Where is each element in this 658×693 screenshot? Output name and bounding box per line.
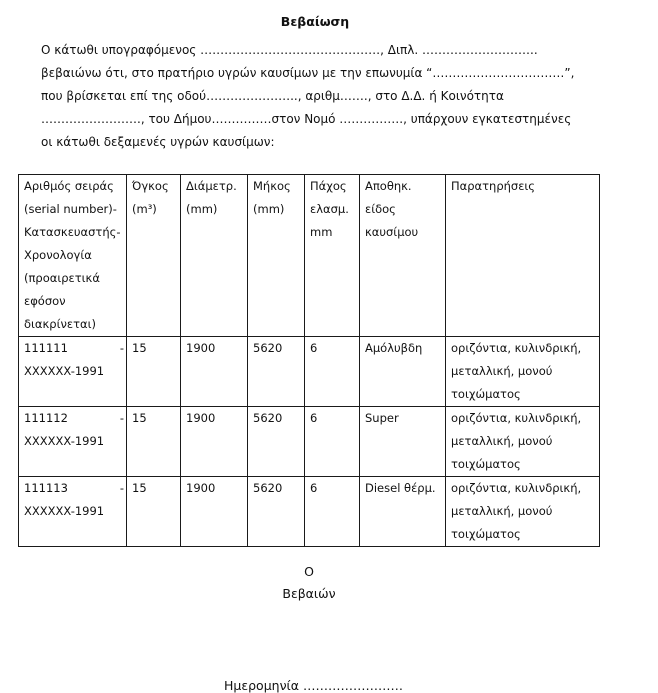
cell-fuel-type: Αμόλυβδη — [360, 337, 446, 407]
table-row — [19, 337, 600, 407]
cell-thickness: 6 — [305, 337, 360, 407]
serial-dash: - — [119, 411, 124, 425]
cell-serial — [19, 337, 127, 407]
cell-volume: 15 — [127, 477, 181, 547]
intro-line: Ο κάτωθι υπογραφόμενος ………………………………………, Διπλ. ……………………….. — [41, 43, 538, 57]
cell-thickness: 6 — [305, 477, 360, 547]
certification-paragraph — [41, 39, 575, 154]
intro-line: ……………………., του Δήμου……………στον Νομό ……………., υπάρχουν εγκατεστημένες — [41, 112, 572, 126]
cell-fuel-type: Super — [360, 407, 446, 477]
table-header-row — [19, 175, 600, 337]
manufacturer-year: XXXXXX-1991 — [24, 504, 105, 518]
cell-serial — [19, 477, 127, 547]
cell-diameter: 1900 — [181, 407, 248, 477]
header-notes: Παρατηρήσεις — [446, 175, 600, 337]
cell-notes: οριζόντια, κυλινδρική, μεταλλική, μονού τοιχώματος — [446, 407, 600, 477]
manufacturer-year: XXXXXX-1991 — [24, 364, 105, 378]
serial-number: 111112 — [24, 411, 68, 425]
serial-dash: - — [119, 341, 124, 355]
fuel-tanks-table — [18, 174, 600, 547]
table-row — [19, 477, 600, 547]
serial-number: 111113 — [24, 481, 68, 495]
header-length: Μήκος (mm) — [248, 175, 305, 337]
cell-thickness: 6 — [305, 407, 360, 477]
intro-line: που βρίσκεται επί της οδού………………….., αριθμ……., στο Δ.Δ. ή Κοινότητα — [41, 89, 504, 103]
intro-line: βεβαιώνω ότι, στο πρατήριο υγρών καυσίμων με την επωνυμία “……………………………”, — [41, 66, 575, 80]
date-field: Ημερομηνία …………………… — [224, 678, 403, 693]
cell-length: 5620 — [248, 337, 305, 407]
cell-diameter: 1900 — [181, 477, 248, 547]
signatory-label: Βεβαιών — [282, 586, 336, 601]
cell-length: 5620 — [248, 477, 305, 547]
header-serial-number: Αριθμός σειράς (serial number)-Κατασκευαστής-Χρονολογία (προαιρετικά εφόσον διακρίνεται) — [19, 175, 127, 337]
cell-volume: 15 — [127, 337, 181, 407]
document-title: Βεβαίωση — [280, 14, 350, 29]
serial-number: 111111 — [24, 341, 68, 355]
manufacturer-year: XXXXXX-1991 — [24, 434, 105, 448]
cell-notes: οριζόντια, κυλινδρική, μεταλλική, μονού τοιχώματος — [446, 337, 600, 407]
header-volume: Όγκος (m³) — [127, 175, 181, 337]
header-fuel-type: Αποθηκ. είδος καυσίμου — [360, 175, 446, 337]
serial-dash: - — [119, 481, 124, 495]
cell-serial — [19, 407, 127, 477]
cell-fuel-type: Diesel θέρμ. — [360, 477, 446, 547]
cell-diameter: 1900 — [181, 337, 248, 407]
header-diameter: Διάμετρ. (mm) — [181, 175, 248, 337]
header-thickness: Πάχος ελασμ. mm — [305, 175, 360, 337]
cell-volume: 15 — [127, 407, 181, 477]
cell-notes: οριζόντια, κυλινδρική, μεταλλική, μονού τοιχώματος — [446, 477, 600, 547]
closing-article: Ο — [304, 564, 314, 579]
intro-line: οι κάτωθι δεξαμενές υγρών καυσίμων: — [41, 135, 275, 149]
cell-length: 5620 — [248, 407, 305, 477]
table-row — [19, 407, 600, 477]
